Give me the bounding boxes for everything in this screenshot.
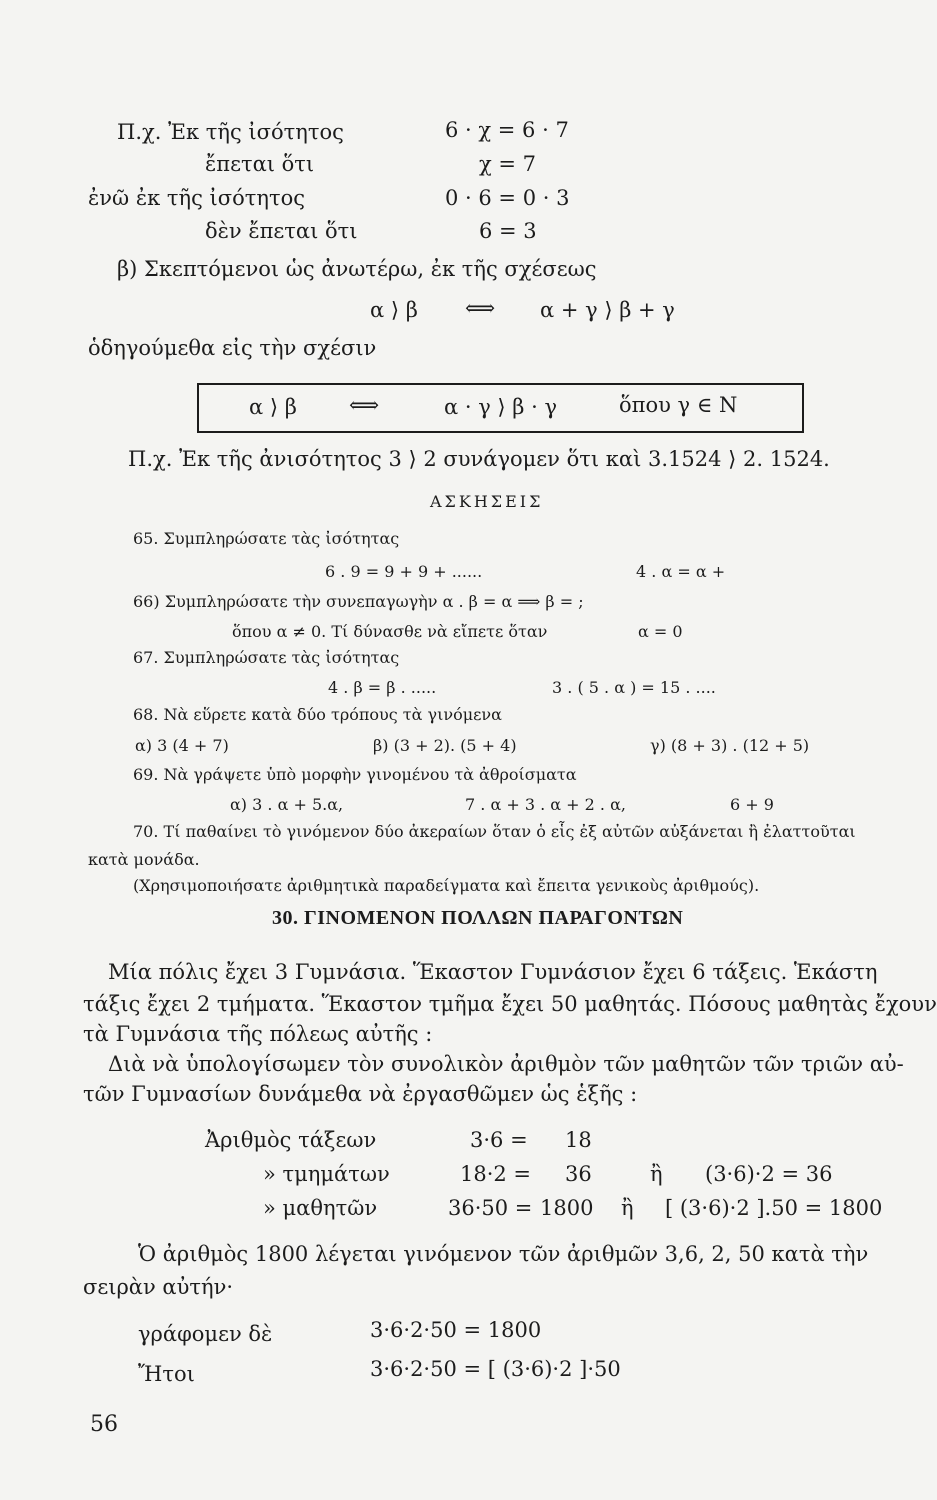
exercise-67-a: 4 . β = β . ..... [328,678,437,697]
page-number: 56 [90,1412,118,1437]
paragraph-2-line-2: τῶν Γυμνασίων δυνάμεθα νὰ ἐργασθῶμεν ὡς ἑξῆς : [83,1082,638,1106]
exercise-65-b: 4 . α = α + [636,562,726,581]
paragraph-2-line-1: Διὰ νὰ ὑπολογίσωμεν τὸν συνολικὸν ἀριθμὸν τῶν μαθητῶν τῶν τριῶν αὐ- [108,1052,904,1076]
exercise-68-b: β) (3 + 2). (5 + 4) [373,736,517,755]
beta-lead: ὁδηγούμεθα εἰς τὴν σχέσιν [88,336,377,360]
calc-row-or: ἢ [650,1162,663,1186]
exercise-66-b: ὅπου α ≠ 0. Τί δύνασθε νὰ εἴπετε ὅταν [232,622,548,641]
calc-row-result: 18 [565,1128,592,1152]
box-arrow: ⟺ [349,393,380,417]
exercise-67: 67. Συμπληρώσατε τὰς ἰσότητας [133,648,400,667]
example-label-3: ἐνῶ ἐκ τῆς ἰσότητος [88,186,305,210]
calc-row-expr: 3·6 = [470,1128,528,1152]
paragraph-1-line-2: τάξις ἔχει 2 τμήματα. Ἕκαστον τμῆμα ἔχει 50 μαθητάς. Πόσους μαθητὰς ἔχουν [83,992,937,1016]
exercise-66-c: α = 0 [638,622,683,641]
ie-label: Ἤτοι [138,1362,195,1386]
exercise-70-b: κατὰ μονάδα. [88,850,200,869]
example-math-3: 0 · 6 = 0 · 3 [445,186,570,210]
exercise-69-a: α) 3 . α + 5.α, [230,795,344,814]
calc-row-result: 36 [565,1162,592,1186]
example-math-1: 6 · χ = 6 · 7 [445,118,569,142]
section-heading: 30. ΓΙΝΟΜΕΝΟΝ ΠΟΛΛΩΝ ΠΑΡΑΓΟΝΤΩΝ [272,907,684,929]
calc-row-label: Ἀριθμὸς τάξεων [205,1128,377,1152]
example-label-1: Π.χ. Ἐκ τῆς ἰσότητος [117,120,344,144]
paragraph-1-line-1: Μία πόλις ἔχει 3 Γυμνάσια. Ἕκαστον Γυμνάσιον ἔχει 6 τάξεις. Ἑκάστη [108,960,878,984]
calc-row-label: » μαθητῶν [263,1196,378,1220]
exercise-66: 66) Συμπληρώσατε τὴν συνεπαγωγὴν α . β = α ⟹ β = ; [133,592,584,611]
exercises-title: ΑΣΚΗΣΕΙΣ [430,492,544,511]
example-math-4: 6 = 3 [479,219,537,243]
example-label-4: δὲν ἔπεται ὅτι [205,219,358,243]
exercise-69: 69. Νὰ γράψετε ὑπὸ μορφὴν γινομένου τὰ ἀθροίσματα [133,765,577,784]
ie-expression: 3·6·2·50 = [ (3·6)·2 ]·50 [370,1357,621,1381]
beta-rel-left: α ⟩ β [370,298,418,322]
paragraph-3-line-2: σειρὰν αὐτήν· [83,1275,234,1299]
exercise-65: 65. Συμπληρώσατε τὰς ἰσότητας [133,529,400,548]
beta-arrow: ⟺ [465,296,496,320]
example-math-2: χ = 7 [479,152,537,176]
exercise-68: 68. Νὰ εὕρετε κατὰ δύο τρόπους τὰ γινόμενα [133,705,502,724]
exercise-68-a: α) 3 (4 + 7) [135,736,229,755]
calc-row-label: » τμημάτων [263,1162,390,1186]
calc-row-expr: 36·50 = [448,1196,533,1220]
write-expression: 3·6·2·50 = 1800 [370,1318,542,1342]
exercise-70: 70. Τί παθαίνει τὸ γινόμενον δύο ἀκεραίων ὅταν ὁ εἷς ἐξ αὐτῶν αὐξάνεται ἢ ἐλαττοῦται [133,822,856,841]
exercise-68-c: γ) (8 + 3) . (12 + 5) [650,736,810,755]
calc-row-result: 1800 [540,1196,594,1220]
exercise-70-c: (Χρησιμοποιήσατε ἀριθμητικὰ παραδείγματα καὶ ἔπειτα γενικοὺς ἀριθμούς). [133,876,760,895]
calc-row-alt: (3·6)·2 = 36 [705,1162,833,1186]
box-left: α ⟩ β [249,395,297,419]
exercise-65-a: 6 . 9 = 9 + 9 + ...... [325,562,483,581]
write-label: γράφομεν δὲ [138,1322,273,1346]
box-right: ὅπου γ ∈ N [619,393,738,417]
exercise-69-b: 7 . α + 3 . α + 2 . α, [465,795,626,814]
exercise-69-c: 6 + 9 [730,795,774,814]
beta-rel-right: α + γ ⟩ β + γ [540,298,675,322]
calc-row-alt: [ (3·6)·2 ].50 = 1800 [665,1196,883,1220]
calc-row-expr: 18·2 = [460,1162,532,1186]
example-label-2: ἔπεται ὅτι [205,152,315,176]
boxed-relation [197,383,804,433]
paragraph-3-line-1: Ὁ ἀριθμὸς 1800 λέγεται γινόμενον τῶν ἀριθμῶν 3,6, 2, 50 κατὰ τὴν [138,1242,869,1266]
beta-example: Π.χ. Ἐκ τῆς ἀνισότητος 3 ⟩ 2 συνάγομεν ὅτι καὶ 3.1524 ⟩ 2. 1524. [128,447,830,471]
paragraph-1-line-3: τὰ Γυμνάσια τῆς πόλεως αὐτῆς : [83,1022,433,1046]
calc-row-or: ἢ [621,1196,634,1220]
box-mid: α · γ ⟩ β · γ [444,395,558,419]
beta-intro: β) Σκεπτόμενοι ὡς ἀνωτέρω, ἐκ τῆς σχέσεως [117,257,597,281]
exercise-67-b: 3 . ( 5 . α ) = 15 . .... [552,678,716,697]
